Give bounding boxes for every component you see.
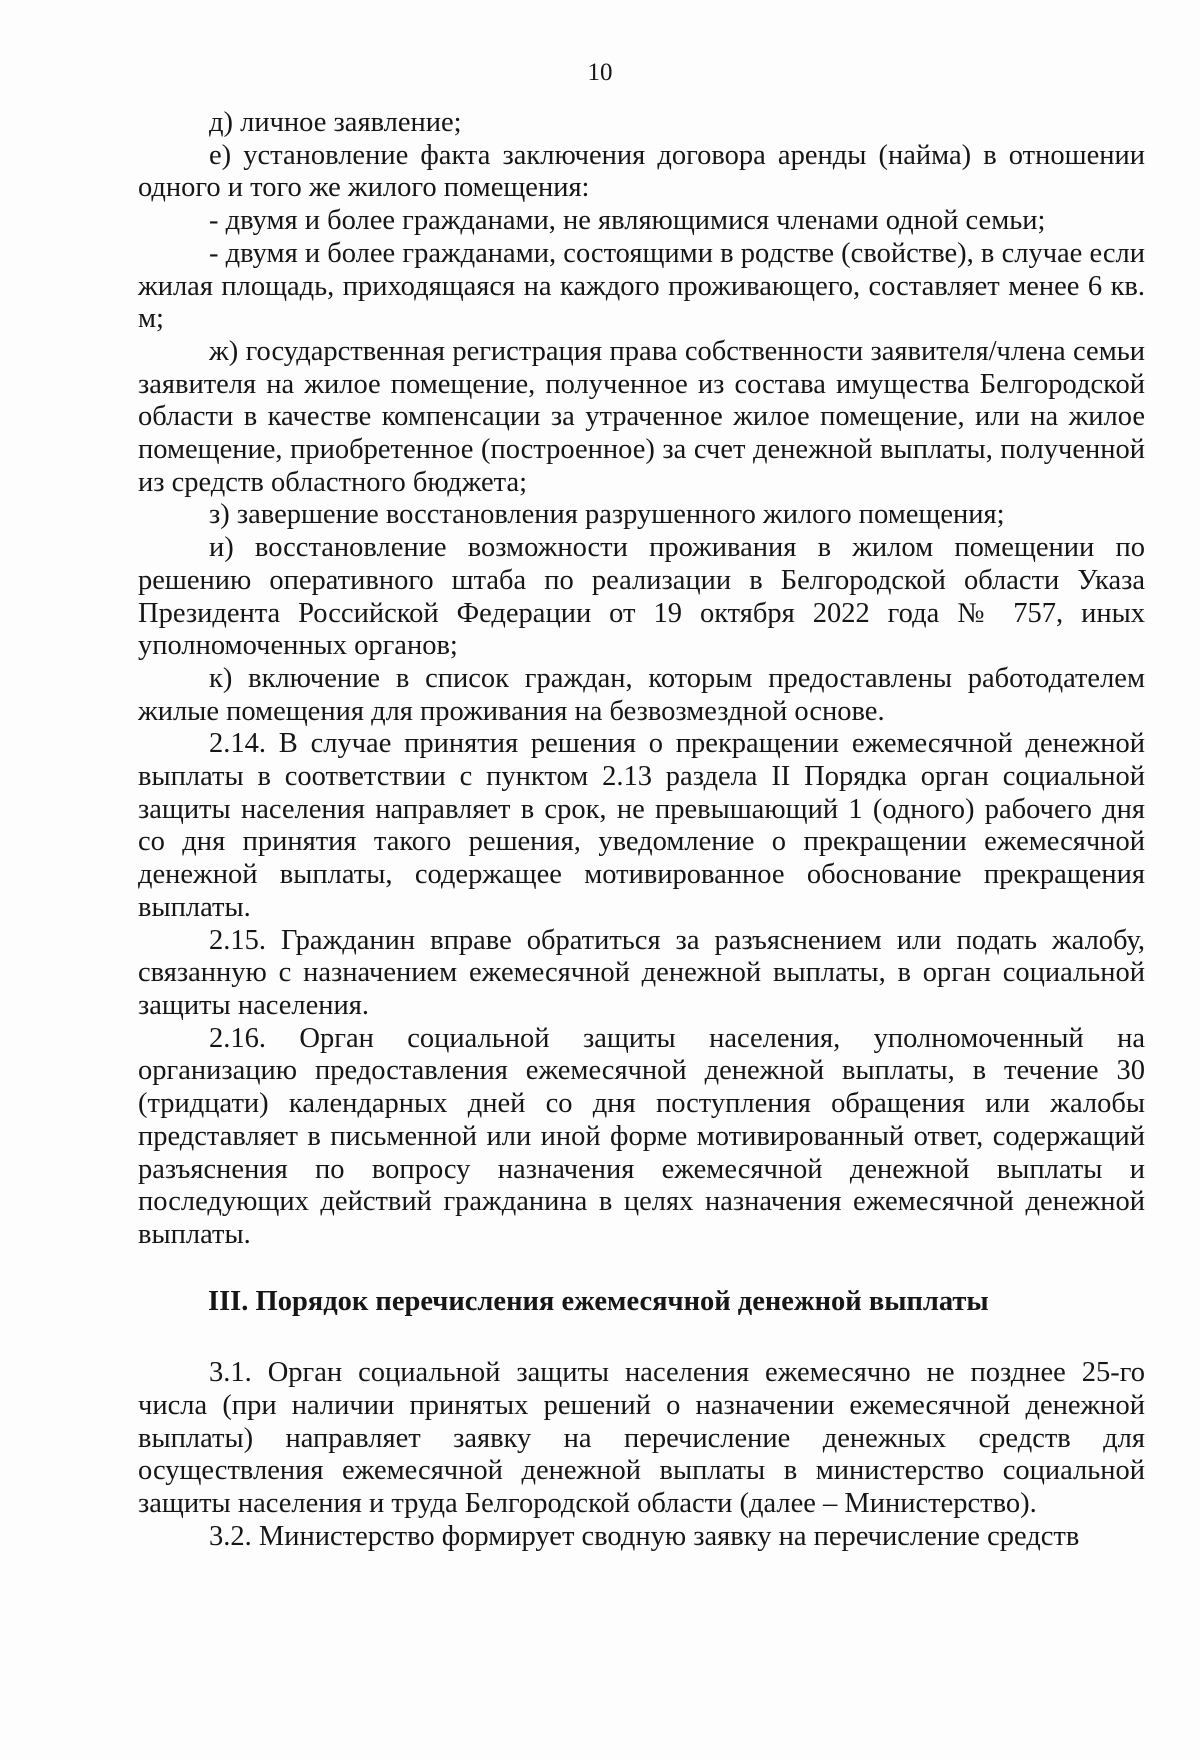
paragraph-i-habitability-restored: и) восстановление возможности проживания в жилом помещении по решению оперативного штаба по реализации в Белгородской области Указа Президента Российской Федерации от 19 октября 2022 года № 757, иных уполномоченных органов; bbox=[138, 532, 1145, 662]
paragraph-d-personal-statement: д) личное заявление; bbox=[209, 107, 462, 138]
paragraph-z-restoration-complete: з) завершение восстановления разрушенного жилого помещения; bbox=[209, 499, 1005, 531]
section-heading: III. Порядок перечисления ежемесячной денежной выплаты bbox=[208, 1285, 989, 1317]
paragraph-2-15: 2.15. Гражданин вправе обратиться за разъяснением или подать жалобу, связанную с назначением ежемесячной денежной выплаты, в орган социальной защиты населения. bbox=[138, 924, 1145, 1021]
paragraph-k-employer-housing: к) включение в список граждан, которым предоставлены работодателем жилые помещения для проживания на безвозмездной основе. bbox=[138, 662, 1145, 727]
document-body bbox=[138, 107, 1145, 1554]
paragraph-2-14: 2.14. В случае принятия решения о прекращении ежемесячной денежной выплаты в соответствии с пунктом 2.13 раздела II Порядка орган социальной защиты населения направляет в срок, не превышающий 1 (одного) рабочего дня со дня принятия такого решения, уведомление о прекращении ежемесячной денежной выплаты, содержащее мотивированное обоснование прекращения выплаты. bbox=[138, 728, 1145, 923]
page-number: 10 bbox=[587, 59, 613, 86]
paragraph-e-non-family: - двумя и более гражданами, не являющимися членами одной семьи; bbox=[209, 205, 1046, 237]
paragraph-2-16: 2.16. Орган социальной защиты населения, уполномоченный на организацию предоставления ежемесячной денежной выплаты, в течение 30 (тридцати) календарных дней со дня поступления обращения или жалобы представляет в письменной или иной форме мотивированный ответ, содержащий разъяснения по вопросу назначения ежемесячной денежной выплаты и последующих действий гражданина в целях назначения ежемесячной денежной выплаты. bbox=[138, 1022, 1145, 1250]
paragraph-zh-ownership-registration: ж) государственная регистрация права собственности заявителя/члена семьи заявителя на жилое помещение, полученное из состава имущества Белгородской области в качестве компенсации за утраченное жилое помещение, или на жилое помещение, приобретенное (построенное) за счет денежной выплаты, полученной из средств областного бюджета; bbox=[138, 335, 1145, 498]
paragraph-3-1: 3.1. Орган социальной защиты населения ежемесячно не позднее 25-го числа (при наличии принятых решений о назначении ежемесячной денежной выплаты) направляет заявку на перечисление денежных средств для осуществления ежемесячной денежной выплаты в министерство социальной защиты населения и труда Белгородской области (далее – Министерство). bbox=[138, 1357, 1145, 1520]
paragraph-e-relatives: - двумя и более гражданами, состоящими в родстве (свойстве), в случае если жилая площадь, приходящаяся на каждого проживающего, составляет менее 6 кв. м; bbox=[138, 237, 1145, 335]
paragraph-e-lease-fact: е) установление факта заключения договора аренды (найма) в отношении одного и того же жилого помещения: bbox=[138, 139, 1145, 204]
paragraph-3-2: 3.2. Министерство формирует сводную заявку на перечисление средств bbox=[209, 1520, 1080, 1552]
